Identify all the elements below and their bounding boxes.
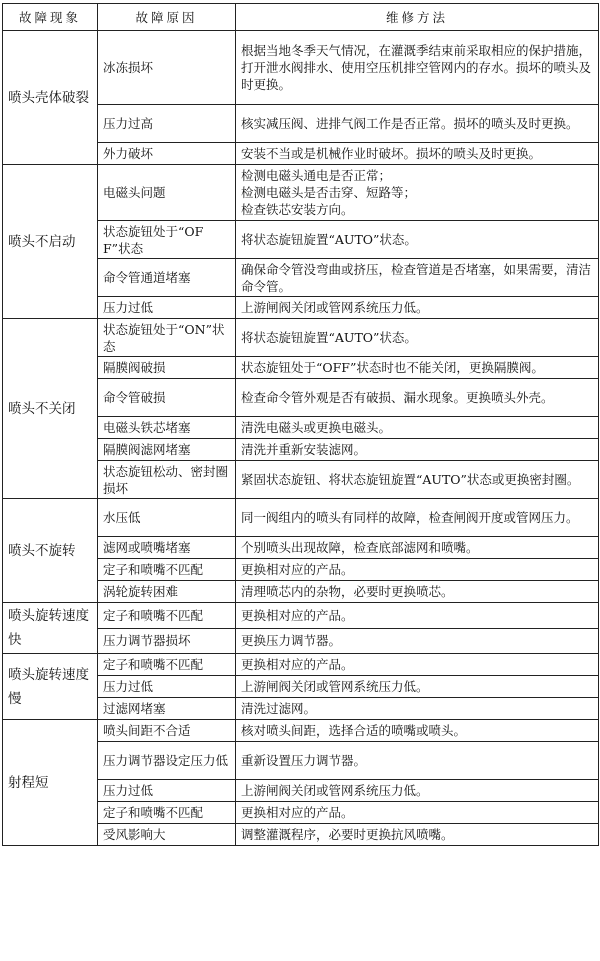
cause-cell: 命令管破损: [98, 379, 236, 417]
fix-cell: 核实减压阀、进排气阀工作是否正常。损坏的喷头及时更换。: [236, 105, 599, 143]
cause-cell: 隔膜阀滤网堵塞: [98, 439, 236, 461]
table-row: [3, 720, 599, 742]
fix-cell: 检查命令管外观是否有破损、漏水现象。更换喷头外壳。: [236, 379, 599, 417]
symptom-cell: 射程短: [3, 720, 98, 846]
fix-cell: 重新设置压力调节器。: [236, 742, 599, 780]
fix-cell: 个别喷头出现故障，检查底部滤网和喷嘴。: [236, 537, 599, 559]
header-symptom: 故障现象: [3, 4, 98, 31]
fix-cell: 确保命令管没弯曲或挤压，检查管道是否堵塞，如果需要，清洁命令管。: [236, 259, 599, 297]
cause-cell: 定子和喷嘴不匹配: [98, 603, 236, 629]
table-row: [3, 654, 599, 676]
symptom-cell: 喷头旋转速度快: [3, 603, 98, 654]
cause-cell: 状态旋钮松动、密封圈损坏: [98, 461, 236, 499]
fix-cell: 清洗过滤网。: [236, 698, 599, 720]
troubleshooting-table: [2, 3, 599, 846]
table-row: [3, 319, 599, 357]
symptom-cell: 喷头不启动: [3, 165, 98, 319]
fix-cell: 同一阀组内的喷头有同样的故障，检查闸阀开度或管网压力。: [236, 499, 599, 537]
fix-cell: 根据当地冬季天气情况，在灌溉季结束前采取相应的保护措施，打开泄水阀排水、使用空压机排空管网内的存水。损坏的喷头及时更换。: [236, 31, 599, 105]
cause-cell: 压力调节器设定压力低: [98, 742, 236, 780]
cause-cell: 喷头间距不合适: [98, 720, 236, 742]
cause-cell: 命令管通道堵塞: [98, 259, 236, 297]
fix-cell: 更换相对应的产品。: [236, 559, 599, 581]
cause-cell: 定子和喷嘴不匹配: [98, 654, 236, 676]
fix-cell: 将状态旋钮旋置“AUTO”状态。: [236, 319, 599, 357]
cause-cell: 过滤网堵塞: [98, 698, 236, 720]
fix-cell: 更换相对应的产品。: [236, 603, 599, 629]
fix-cell: 上游闸阀关闭或管网系统压力低。: [236, 676, 599, 698]
fix-cell: 将状态旋钮旋置“AUTO”状态。: [236, 221, 599, 259]
table-row: [3, 603, 599, 629]
table-row: [3, 165, 599, 221]
cause-cell: 定子和喷嘴不匹配: [98, 802, 236, 824]
cause-cell: 压力过低: [98, 780, 236, 802]
header-cause: 故障原因: [98, 4, 236, 31]
cause-cell: 压力过低: [98, 297, 236, 319]
cause-cell: 滤网或喷嘴堵塞: [98, 537, 236, 559]
header-fix: 维修方法: [236, 4, 599, 31]
cause-cell: 电磁头铁芯堵塞: [98, 417, 236, 439]
fix-cell: 清洗电磁头或更换电磁头。: [236, 417, 599, 439]
fix-cell: 安装不当或是机械作业时破坏。损坏的喷头及时更换。: [236, 143, 599, 165]
symptom-cell: 喷头不关闭: [3, 319, 98, 499]
fix-cell: 紧固状态旋钮、将状态旋钮旋置“AUTO”状态或更换密封圈。: [236, 461, 599, 499]
fix-cell: 更换相对应的产品。: [236, 802, 599, 824]
fix-cell: 状态旋钮处于“OFF”状态时也不能关闭，更换隔膜阀。: [236, 357, 599, 379]
cause-cell: 电磁头问题: [98, 165, 236, 221]
fix-cell: 上游闸阀关闭或管网系统压力低。: [236, 780, 599, 802]
fix-cell: 调整灌溉程序，必要时更换抗风喷嘴。: [236, 824, 599, 846]
table-row: [3, 31, 599, 105]
cause-cell: 压力过低: [98, 676, 236, 698]
table-body: [3, 31, 599, 846]
fix-cell: 检测电磁头通电是否正常； 检测电磁头是否击穿、短路等； 检查铁芯安装方向。: [236, 165, 599, 221]
cause-cell: 水压低: [98, 499, 236, 537]
symptom-cell: 喷头旋转速度慢: [3, 654, 98, 720]
fix-cell: 清理喷芯内的杂物，必要时更换喷芯。: [236, 581, 599, 603]
cause-cell: 受风影响大: [98, 824, 236, 846]
fix-cell: 核对喷头间距，选择合适的喷嘴或喷头。: [236, 720, 599, 742]
table-header: [3, 4, 599, 31]
cause-cell: 冰冻损坏: [98, 31, 236, 105]
table-row: [3, 499, 599, 537]
cause-cell: 压力过高: [98, 105, 236, 143]
symptom-cell: 喷头壳体破裂: [3, 31, 98, 165]
cause-cell: 外力破坏: [98, 143, 236, 165]
fix-cell: 更换相对应的产品。: [236, 654, 599, 676]
fix-cell: 更换压力调节器。: [236, 628, 599, 654]
fix-cell: 清洗并重新安装滤网。: [236, 439, 599, 461]
fix-cell: 上游闸阀关闭或管网系统压力低。: [236, 297, 599, 319]
cause-cell: 压力调节器损坏: [98, 628, 236, 654]
cause-cell: 状态旋钮处于“OFF”状态: [98, 221, 236, 259]
cause-cell: 隔膜阀破损: [98, 357, 236, 379]
cause-cell: 涡轮旋转困难: [98, 581, 236, 603]
cause-cell: 状态旋钮处于“ON”状态: [98, 319, 236, 357]
symptom-cell: 喷头不旋转: [3, 499, 98, 603]
header-row: [3, 4, 599, 31]
cause-cell: 定子和喷嘴不匹配: [98, 559, 236, 581]
